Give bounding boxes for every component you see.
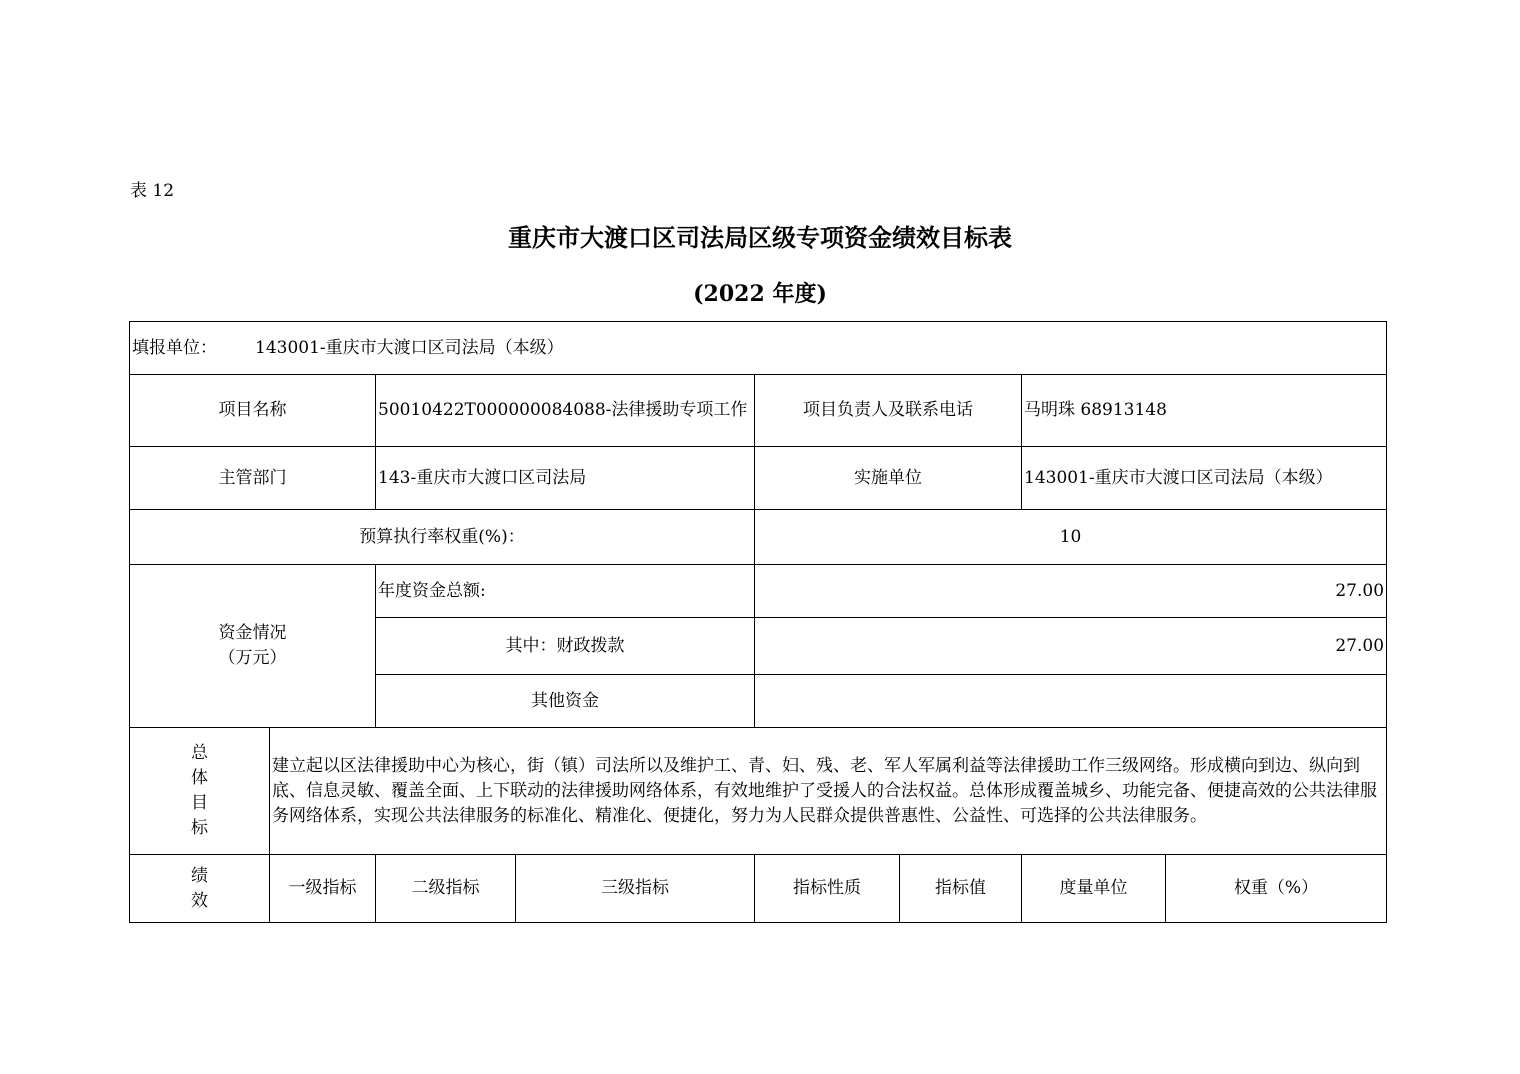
header-weight: 权重（%）: [1166, 855, 1387, 923]
project-name-row: [130, 375, 1387, 447]
table-number: 表 12: [130, 181, 175, 201]
overall-goal-text: 建立起以区法律援助中心为核心，街（镇）司法所以及维护工、青、妇、残、老、军人军属利益等法律援助工作三级网络。形成横向到边、纵向到底、信息灵敏、覆盖全面、上下联动的法律援助网络体系，有效地维护了受援人的合法权益。总体形成覆盖城乡、功能完备、便捷高效的公共法律服务网络体系，实现公共法律服务的标准化、精准化、便捷化，努力为人民群众提供普惠性、公益性、可选择的公共法律服务。: [270, 728, 1387, 855]
impl-unit-label: 实施单位: [755, 447, 1022, 510]
header-indicator-value: 指标值: [900, 855, 1022, 923]
header-level1-indicator: 一级指标: [270, 855, 376, 923]
annual-total-label: 年度资金总额:: [376, 565, 755, 618]
project-name-label: 项目名称: [130, 375, 376, 447]
reporting-unit-value: 143001-重庆市大渡口区司法局（本级）: [255, 337, 564, 358]
other-funds-value: [755, 675, 1387, 728]
document-year: (2022 年度): [693, 281, 827, 307]
header-level3-indicator: 三级指标: [516, 855, 755, 923]
performance-target-table: [129, 321, 1387, 923]
goal-label-char: 体: [191, 768, 208, 788]
budget-weight-label: 预算执行率权重(%)：: [130, 510, 755, 565]
overall-goal-label: [130, 728, 270, 855]
goal-label-char: 总: [191, 743, 208, 763]
budget-weight-row: [130, 510, 1387, 565]
performance-label: [130, 855, 270, 923]
department-row: [130, 447, 1387, 510]
funds-label-cell: [130, 565, 376, 728]
perf-label-char: 效: [191, 890, 208, 911]
impl-unit-value: 143001-重庆市大渡口区司法局（本级）: [1022, 447, 1387, 510]
header-measure-unit: 度量单位: [1022, 855, 1166, 923]
funds-label: 资金情况: [218, 623, 287, 643]
fiscal-value: 27.00: [755, 618, 1387, 675]
reporting-unit-label: 填报单位：: [132, 337, 217, 358]
project-name-value: 50010422T000000084088-法律援助专项工作: [376, 375, 755, 447]
goal-label-char: 目: [191, 793, 208, 813]
funds-unit-label: （万元）: [218, 648, 287, 668]
budget-weight-value: 10: [755, 510, 1387, 565]
reporting-unit-cell: [130, 322, 1387, 375]
perf-label-char: 绩: [191, 865, 208, 886]
annual-total-value: 27.00: [755, 565, 1387, 618]
goal-label-char: 标: [191, 818, 208, 838]
performance-header-row: [130, 855, 1387, 923]
reporting-unit-row: [130, 322, 1387, 375]
document-title: 重庆市大渡口区司法局区级专项资金绩效目标表: [508, 223, 1012, 252]
annual-total-row: [130, 565, 1387, 618]
fiscal-label: 其中：财政拨款: [376, 618, 755, 675]
dept-value: 143-重庆市大渡口区司法局: [376, 447, 755, 510]
contact-label: 项目负责人及联系电话: [755, 375, 1022, 447]
other-funds-label: 其他资金: [376, 675, 755, 728]
header-indicator-nature: 指标性质: [755, 855, 900, 923]
header-level2-indicator: 二级指标: [376, 855, 516, 923]
overall-goal-row: [130, 728, 1387, 855]
dept-label: 主管部门: [130, 447, 376, 510]
contact-value: 马明珠 68913148: [1022, 375, 1387, 447]
